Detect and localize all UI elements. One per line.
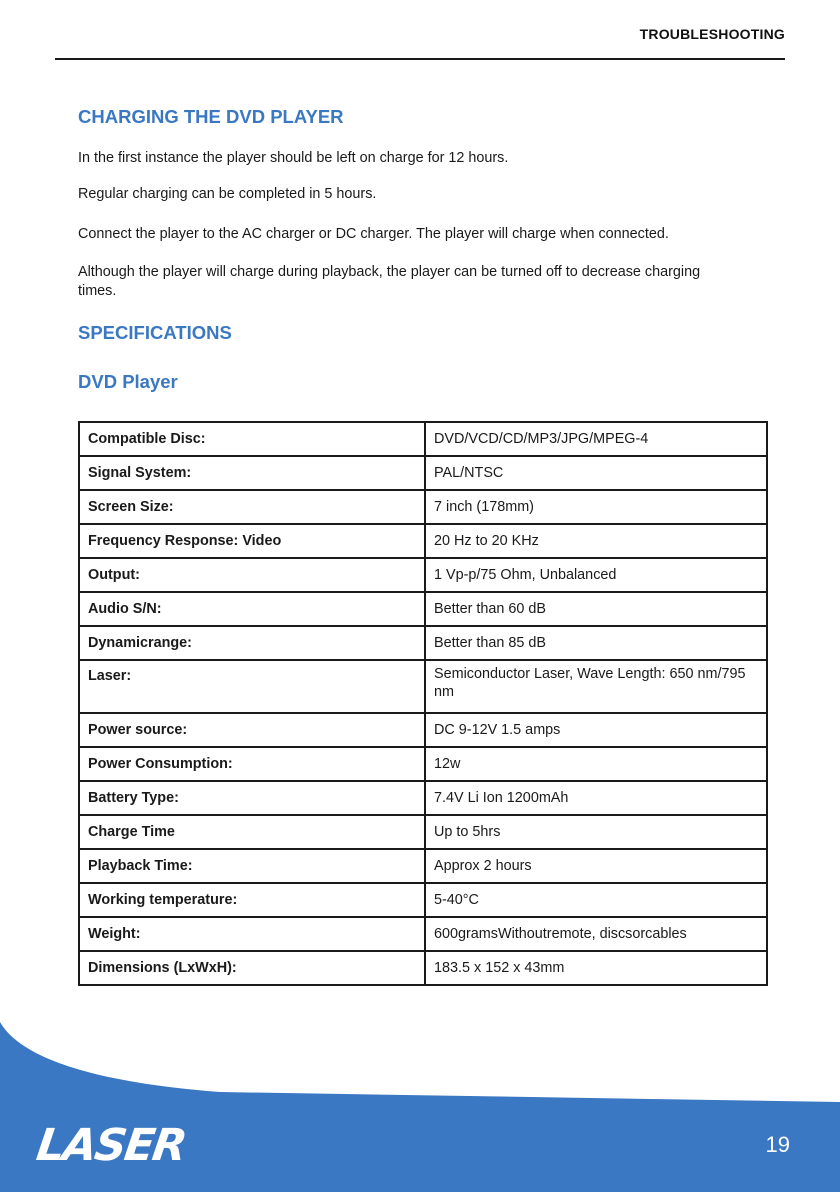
table-row — [79, 849, 767, 883]
spec-value: 7 inch (178mm) — [425, 490, 767, 524]
spec-label: Working temperature: — [79, 883, 425, 917]
page-number: 19 — [765, 1132, 790, 1157]
spec-value: Better than 60 dB — [425, 592, 767, 626]
spec-value: 183.5 x 152 x 43mm — [425, 951, 767, 985]
charging-paragraph: Connect the player to the AC charger or DC charger. The player will charge when connected. — [78, 226, 669, 242]
laser-logo: LASER — [33, 1120, 189, 1171]
specifications-table — [78, 421, 768, 986]
spec-label: Battery Type: — [79, 781, 425, 815]
table-row — [79, 456, 767, 490]
spec-label: Power Consumption: — [79, 747, 425, 781]
section-label: TROUBLESHOOTING — [639, 26, 785, 42]
table-row — [79, 917, 767, 951]
spec-label: Dimensions (LxWxH): — [79, 951, 425, 985]
spec-value: 7.4V Li Ion 1200mAh — [425, 781, 767, 815]
spec-value: Better than 85 dB — [425, 626, 767, 660]
table-row — [79, 747, 767, 781]
charging-paragraph: Regular charging can be completed in 5 hours. — [78, 186, 377, 202]
spec-label: Dynamicrange: — [79, 626, 425, 660]
spec-label: Frequency Response: Video — [79, 524, 425, 558]
table-row — [79, 626, 767, 660]
table-row — [79, 660, 767, 713]
table-row — [79, 713, 767, 747]
table-row — [79, 951, 767, 985]
spec-value: Approx 2 hours — [425, 849, 767, 883]
spec-label: Screen Size: — [79, 490, 425, 524]
table-row — [79, 883, 767, 917]
spec-value: 12w — [425, 747, 767, 781]
spec-value: 600gramsWithoutremote, discsorcables — [425, 917, 767, 951]
spec-label: Power source: — [79, 713, 425, 747]
table-row — [79, 815, 767, 849]
spec-label: Compatible Disc: — [79, 422, 425, 456]
spec-value: 1 Vp-p/75 Ohm, Unbalanced — [425, 558, 767, 592]
table-row — [79, 422, 767, 456]
spec-value: 20 Hz to 20 KHz — [425, 524, 767, 558]
table-row — [79, 490, 767, 524]
specifications-heading: SPECIFICATIONS — [78, 322, 232, 343]
spec-label: Weight: — [79, 917, 425, 951]
spec-label: Laser: — [79, 660, 425, 713]
dvd-player-subheading: DVD Player — [78, 371, 178, 392]
table-row — [79, 781, 767, 815]
spec-value: DC 9-12V 1.5 amps — [425, 713, 767, 747]
header-rule — [55, 58, 785, 60]
charging-paragraph: In the first instance the player should be left on charge for 12 hours. — [78, 150, 509, 166]
spec-value: PAL/NTSC — [425, 456, 767, 490]
charging-heading: CHARGING THE DVD PLAYER — [78, 106, 344, 127]
spec-label: Charge Time — [79, 815, 425, 849]
spec-value: Up to 5hrs — [425, 815, 767, 849]
spec-label: Signal System: — [79, 456, 425, 490]
table-row — [79, 592, 767, 626]
spec-value: 5-40°C — [425, 883, 767, 917]
table-row — [79, 558, 767, 592]
spec-label: Audio S/N: — [79, 592, 425, 626]
spec-label: Playback Time: — [79, 849, 425, 883]
spec-value: Semiconductor Laser, Wave Length: 650 nm/795 nm — [425, 660, 767, 713]
table-row — [79, 524, 767, 558]
charging-paragraph: Although the player will charge during playback, the player can be turned off to decrease charging times. — [78, 264, 701, 299]
spec-label: Output: — [79, 558, 425, 592]
spec-value: DVD/VCD/CD/MP3/JPG/MPEG-4 — [425, 422, 767, 456]
